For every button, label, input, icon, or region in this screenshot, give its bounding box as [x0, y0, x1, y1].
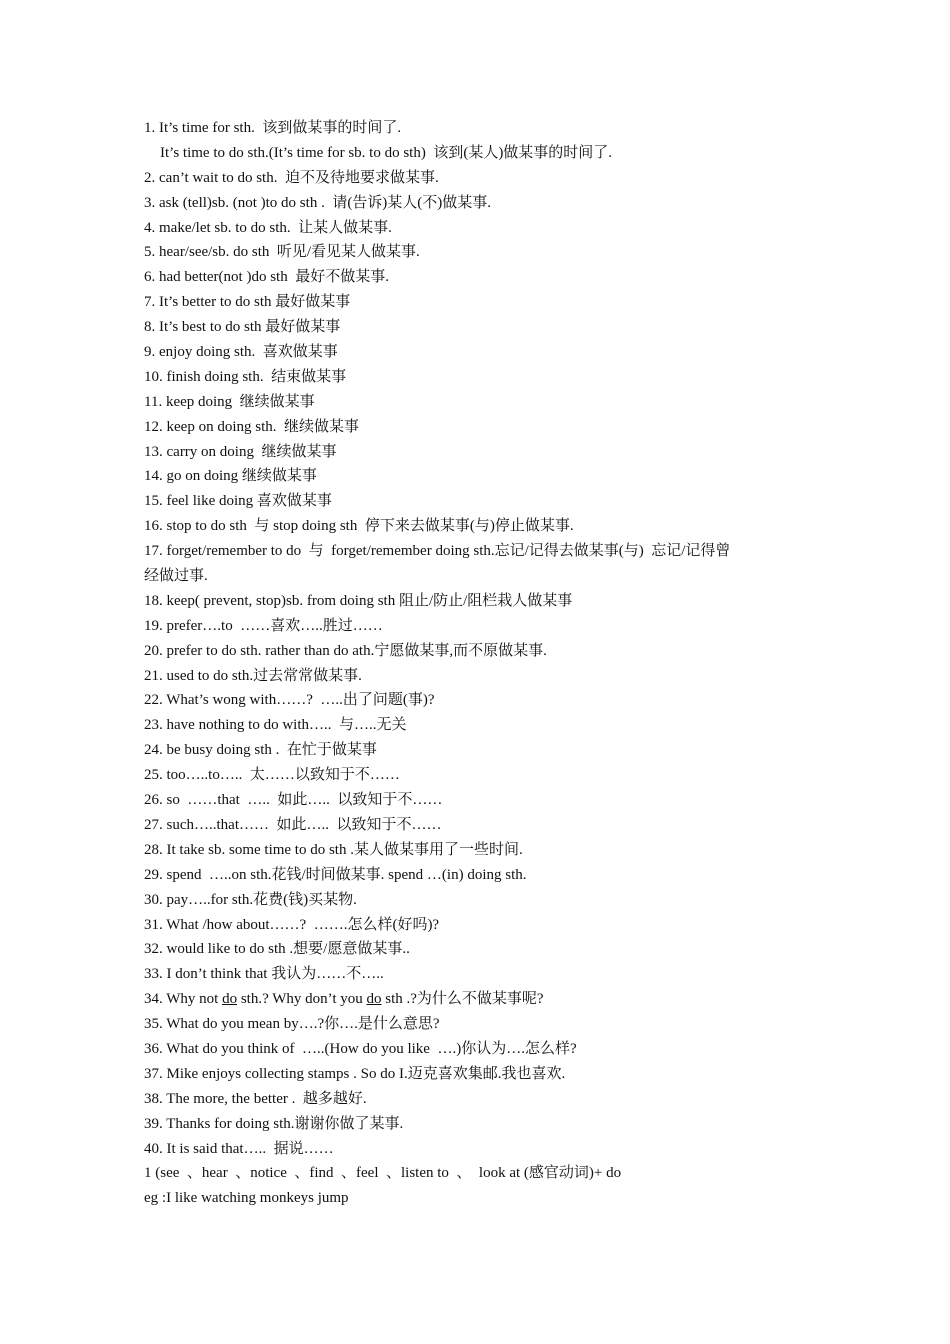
text-line: 17. forget/remember to do 与 forget/remember doing sth.忘记/记得去做某事(与) 忘记/记得曾: [144, 543, 731, 560]
text-line: 31. What /how about……? …….怎么样(好吗)?: [144, 916, 440, 933]
text-line: 13. carry on doing 继续做某事: [144, 443, 337, 460]
text-line: 3. ask (tell)sb. (not )to do sth . 请(告诉)某人(不)做某事.: [144, 194, 492, 211]
text-line: 1 (see 、hear 、notice 、find 、feel 、listen to 、 look at (感官动词)+ do: [144, 1165, 622, 1182]
text-line: 8. It’s best to do sth 最好做某事: [144, 319, 341, 336]
text-line: 20. prefer to do sth. rather than do ath.宁愿做某事,而不原做某事.: [144, 642, 547, 659]
text-line: 40. It is said that….. 据说……: [144, 1140, 334, 1157]
text-line: 15. feel like doing 喜欢做某事: [144, 493, 332, 510]
underlined-word: do: [366, 991, 382, 1008]
text-line: 16. stop to do sth 与 stop doing sth 停下来去做某事(与)停止做某事.: [144, 518, 574, 535]
text-line: 9. enjoy doing sth. 喜欢做某事: [144, 344, 338, 361]
text-line: eg :I like watching monkeys jump: [144, 1190, 349, 1207]
text-line: 29. spend …..on sth.花钱/时间做某事. spend …(in) doing sth.: [144, 866, 527, 883]
text-line: 28. It take sb. some time to do sth .某人做某事用了一些时间.: [144, 841, 523, 858]
document-body: [144, 116, 816, 1211]
text-line: 7. It’s better to do sth 最好做某事: [144, 294, 351, 311]
text-line: 10. finish doing sth. 结束做某事: [144, 368, 347, 385]
text-line: 38. The more, the better . 越多越好.: [144, 1090, 367, 1107]
text-line: 21. used to do sth.过去常常做某事.: [144, 667, 362, 684]
text-line: 26. so ……that ….. 如此….. 以致知于不……: [144, 792, 443, 809]
text-line: 36. What do you think of …..(How do you like ….)你认为….怎么样?: [144, 1040, 577, 1057]
text-line: 19. prefer….to ……喜欢…..胜过……: [144, 617, 383, 634]
text-line-with-underline: [144, 987, 816, 1012]
text-line: 30. pay…..for sth.花费(钱)买某物.: [144, 891, 357, 908]
text-line: 27. such…..that…… 如此….. 以致知于不……: [144, 816, 442, 833]
text-line: 经做过事.: [144, 568, 208, 585]
text-segment: 34. Why not: [144, 991, 223, 1008]
text-line: 2. can’t wait to do sth. 迫不及待地要求做某事.: [144, 169, 439, 186]
text-line: 12. keep on doing sth. 继续做某事: [144, 418, 359, 435]
text-line: 14. go on doing 继续做某事: [144, 468, 317, 485]
text-line: 23. have nothing to do with….. 与…..无关: [144, 717, 407, 734]
text-line: 37. Mike enjoys collecting stamps . So do I.迈克喜欢集邮.我也喜欢.: [144, 1065, 566, 1082]
text-line: 1. It’s time for sth. 该到做某事的时间了.: [144, 120, 402, 136]
text-line: 39. Thanks for doing sth.谢谢你做了某事.: [144, 1115, 404, 1132]
text-line: 32. would like to do sth .想要/愿意做某事..: [144, 941, 410, 958]
text-line: 18. keep( prevent, stop)sb. from doing sth 阻止/防止/阻栏栽人做某事: [144, 592, 573, 609]
text-line: 4. make/let sb. to do sth. 让某人做某事.: [144, 219, 392, 236]
text-segment: sth .?为什么不做某事呢?: [381, 991, 544, 1008]
text-line: 6. had better(not )do sth 最好不做某事.: [144, 269, 389, 286]
text-line: It’s time to do sth.(It’s time for sb. to do sth) 该到(某人)做某事的时间了.: [160, 144, 613, 161]
underlined-word: do: [222, 991, 238, 1008]
text-line: 33. I don’t think that 我认为……不…..: [144, 966, 384, 983]
text-line: 22. What’s wong with……? …..出了问题(事)?: [144, 692, 435, 709]
text-line: 25. too…..to….. 太……以致知于不……: [144, 767, 400, 784]
text-line: 11. keep doing 继续做某事: [144, 393, 315, 410]
text-segment: sth.? Why don’t you: [237, 991, 367, 1008]
text-line: 24. be busy doing sth . 在忙于做某事: [144, 742, 377, 759]
text-line: 35. What do you mean by….?你….是什么意思?: [144, 1016, 440, 1033]
text-line: 5. hear/see/sb. do sth 听见/看见某人做某事.: [144, 244, 420, 261]
